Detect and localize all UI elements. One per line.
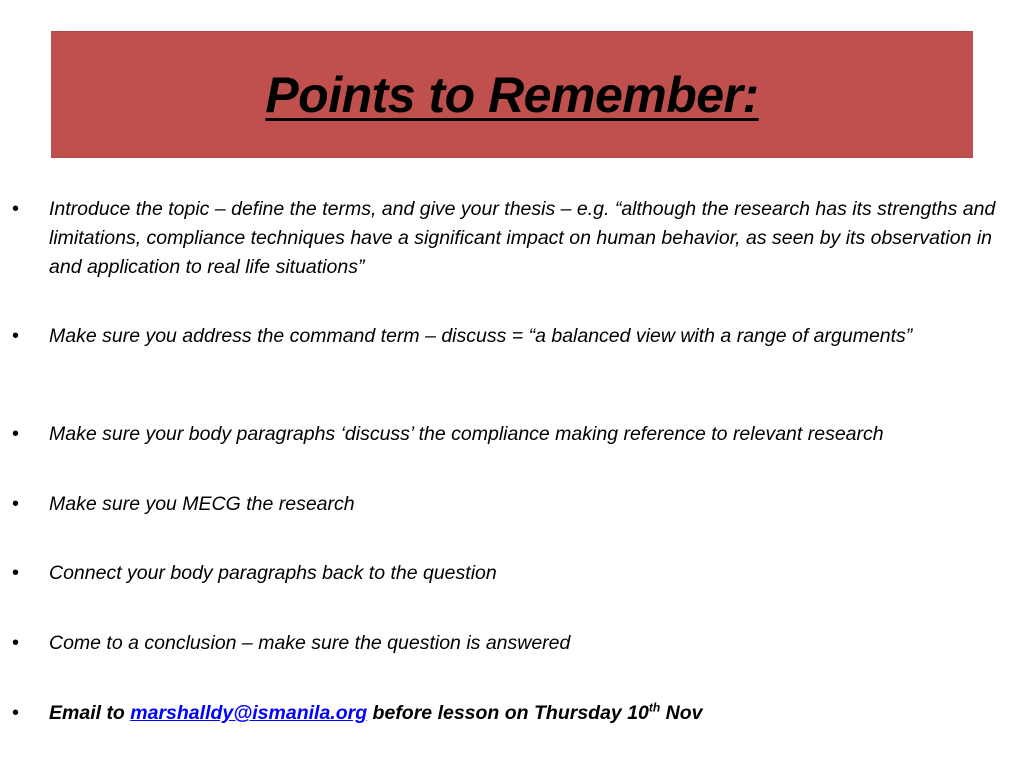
bullet-text: Make sure you MECG the research [49, 493, 355, 515]
bullet-icon: • [12, 325, 20, 347]
bullet-text: Connect your body paragraphs back to the question [49, 562, 497, 584]
bullet-icon: • [12, 198, 20, 220]
email-prefix: Email to [49, 702, 131, 724]
title-banner [51, 31, 973, 158]
email-link[interactable]: marshalldy@ismanila.org [130, 702, 368, 724]
bullet-text: Make sure you address the command term – discuss = “a balanced view with a range of arguments” [49, 325, 913, 347]
bullet-icon: • [12, 423, 20, 445]
email-suffix: Nov [660, 702, 703, 724]
email-middle: before lesson on Thursday 10 [367, 702, 649, 724]
bullet-text: Introduce the topic – define the terms, and give your thesis – e.g. “although the research has its strengths and limitations, compliance techniques have a significant impact on human behavior, as seen by its observation in and application to real life situations” [49, 198, 996, 278]
date-superscript: th [648, 700, 661, 715]
email-instruction [49, 699, 1014, 728]
bullet-icon: • [12, 493, 20, 515]
bullet-text: Make sure your body paragraphs ‘discuss’ the compliance making reference to relevant research [49, 423, 884, 445]
bullet-icon: • [12, 702, 20, 724]
bullet-icon: • [12, 562, 20, 584]
bullet-text: Come to a conclusion – make sure the question is answered [49, 632, 571, 654]
bullet-icon: • [12, 632, 20, 654]
slide-title: Points to Remember: [265, 66, 759, 123]
